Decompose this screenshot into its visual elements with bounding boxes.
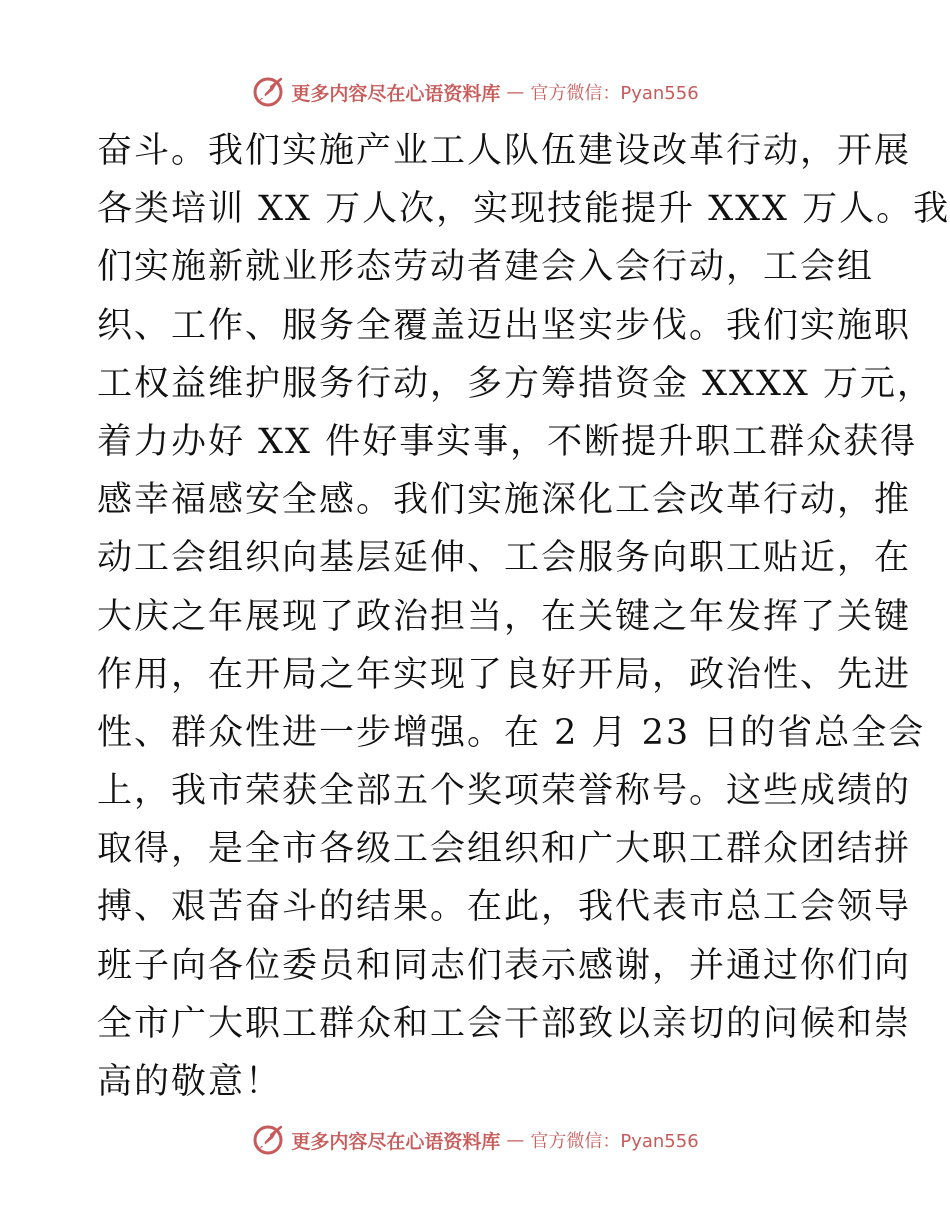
footer-brand-text: 更多内容尽在心语资料库 bbox=[291, 1130, 501, 1153]
body-line: 动工会组织向基层延伸、工会服务向职工贴近，在 bbox=[97, 538, 912, 579]
body-line: 奋斗。我们实施产业工人队伍建设改革行动，开展 bbox=[97, 131, 912, 171]
quill-logo-icon bbox=[251, 1123, 285, 1157]
body-line: 全市广大职工群众和工会干部致以亲切的问候和崇 bbox=[97, 1003, 912, 1044]
body-line: 各类培训 XX 万人次，实现技能提升 XXX 万人。我 bbox=[97, 189, 950, 230]
body-line: 搏、艰苦奋斗的结果。在此，我代表市总工会领导 bbox=[97, 887, 912, 928]
body-line: 感幸福感安全感。我们实施深化工会改革行动，推 bbox=[97, 480, 912, 521]
body-line: 大庆之年展现了政治担当，在关键之年发挥了关键 bbox=[97, 596, 912, 637]
body-line: 高的敬意！ bbox=[97, 1062, 283, 1102]
body-line: 取得，是全市各级工会组织和广大职工群众团结拼 bbox=[97, 829, 912, 870]
document-body bbox=[97, 122, 950, 1111]
footer-wechat-text: 官方微信：Pyan556 bbox=[530, 1131, 699, 1152]
body-line: 作用，在开局之年实现了良好开局，政治性、先进 bbox=[97, 654, 912, 695]
header-banner bbox=[0, 70, 950, 114]
body-line: 性、群众性进一步增强。在 2 月 23 日的省总全会 bbox=[97, 712, 926, 753]
body-line: 们实施新就业形态劳动者建会入会行动，工会组 bbox=[97, 247, 875, 288]
body-line: 织、工作、服务全覆盖迈出坚实步伐。我们实施职 bbox=[97, 305, 912, 346]
quill-logo-icon bbox=[251, 75, 285, 109]
footer-banner bbox=[0, 1118, 950, 1162]
footer-separator: — bbox=[506, 1129, 525, 1151]
body-line: 工权益维护服务行动，多方筹措资金 XXXX 万元， bbox=[97, 363, 934, 404]
header-wechat-text: 官方微信：Pyan556 bbox=[530, 83, 699, 104]
body-line: 班子向各位委员和同志们表示感谢，并通过你们向 bbox=[97, 945, 912, 986]
header-brand-text: 更多内容尽在心语资料库 bbox=[291, 82, 501, 105]
header-separator: — bbox=[506, 81, 525, 103]
body-line: 着力办好 XX 件好事实事，不断提升职工群众获得 bbox=[97, 421, 918, 462]
body-line: 上，我市荣获全部五个奖项荣誉称号。这些成绩的 bbox=[97, 771, 912, 812]
